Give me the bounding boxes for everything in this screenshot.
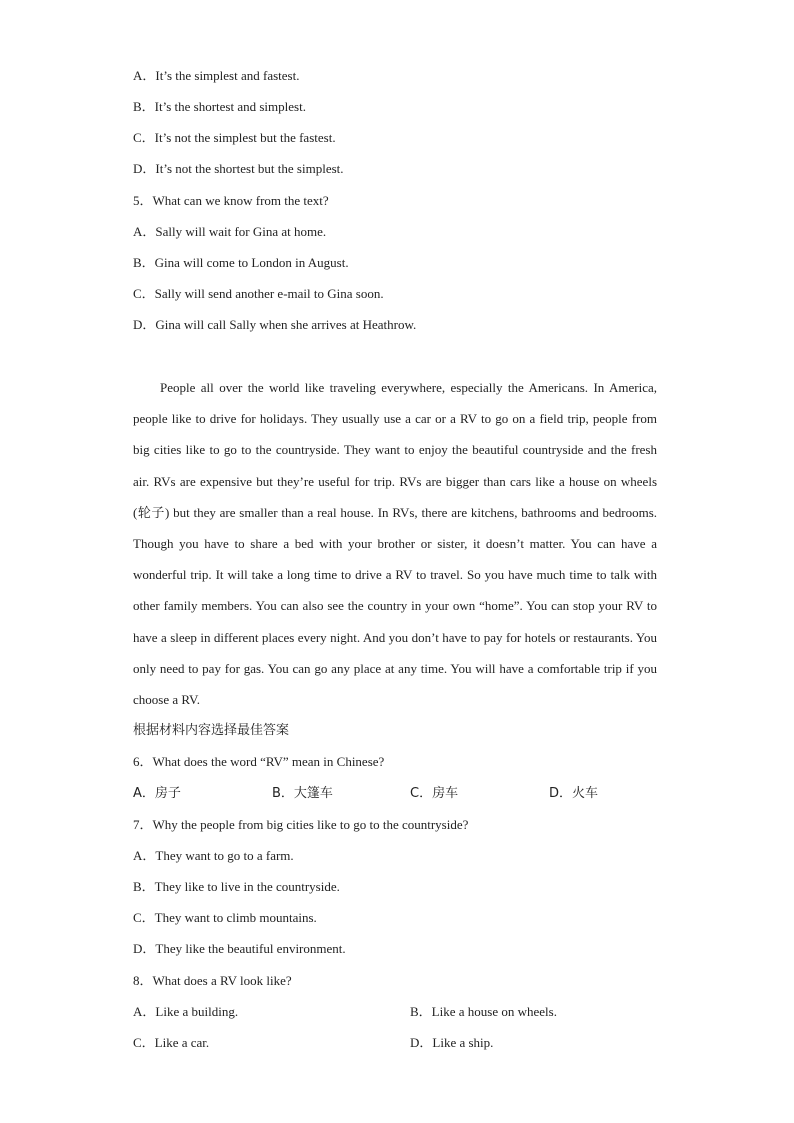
q5-option-a: A．Sally will wait for Gina at home. <box>133 224 327 239</box>
q6-option-c <box>410 785 458 802</box>
q8-option-a: A．Like a building. <box>133 1004 239 1019</box>
q6-option-b-text: B．大篷车 <box>272 786 333 801</box>
q5-option-c: C．Sally will send another e-mail to Gina soon. <box>133 286 384 301</box>
reading-passage <box>133 372 657 715</box>
instruction: 根据材料内容选择最佳答案 <box>133 723 290 738</box>
q5-question: 5．What can we know from the text? <box>133 193 329 208</box>
q7-option-a: A．They want to go to a farm. <box>133 848 294 863</box>
q4-option-a: A．It’s the simplest and fastest. <box>133 68 300 83</box>
q4-option-d: D．It’s not the shortest but the simplest. <box>133 161 344 176</box>
q4-option-c: C．It’s not the simplest but the fastest. <box>133 130 336 145</box>
q4-option-b: B．It’s the shortest and simplest. <box>133 99 306 114</box>
q7-option-b: B．They like to live in the countryside. <box>133 879 340 894</box>
q8-option-d: D．Like a ship. <box>410 1035 494 1050</box>
q5-option-d: D．Gina will call Sally when she arrives at Heathrow. <box>133 317 417 332</box>
q6-option-d-text: D．火车 <box>549 786 599 801</box>
q6-option-b <box>272 785 333 802</box>
q5-option-b: B．Gina will come to London in August. <box>133 255 349 270</box>
q8-option-c: C．Like a car. <box>133 1035 210 1050</box>
q6-option-c-text: C．房车 <box>410 786 459 801</box>
q7-question: 7．Why the people from big cities like to go to the countryside? <box>133 817 469 832</box>
q6-question: 6．What does the word “RV” mean in Chinese? <box>133 754 385 769</box>
q8-option-b: B．Like a house on wheels. <box>410 1004 557 1019</box>
q7-option-c: C．They want to climb mountains. <box>133 910 317 925</box>
q7-option-d: D．They like the beautiful environment. <box>133 941 346 956</box>
q6-option-d <box>549 785 598 802</box>
q8-question: 8．What does a RV look like? <box>133 973 292 988</box>
passage-text: People all over the world like traveling everywhere, especially the Americans. In America, people like to drive for holidays. They usually use a car or a RV to go on a field trip, people from big cities like to go to the countryside. They want to enjoy the beautiful countryside and the fresh air. RVs are expensive but they’re useful for trip. RVs are bigger than cars like a house on wheels (轮子) but they are smaller than a real house. In RVs, there are kitchens, bathrooms and bedrooms. Though you have to share a bed with your brother or sister, it doesn’t matter. You can have a wonderful trip. It will take a long time to drive a RV to travel. So you have much time to talk with other family members. You can also see the country in your own “home”. You can stop your RV to have a sleep in different places every night. And you don’t have to pay for hotels or restaurants. You only need to pay for gas. You can go any place at any time. You will have a comfortable trip if you choose a RV. <box>133 380 657 708</box>
q6-option-a <box>133 785 181 802</box>
q6-option-a-text: A．房子 <box>133 786 181 801</box>
